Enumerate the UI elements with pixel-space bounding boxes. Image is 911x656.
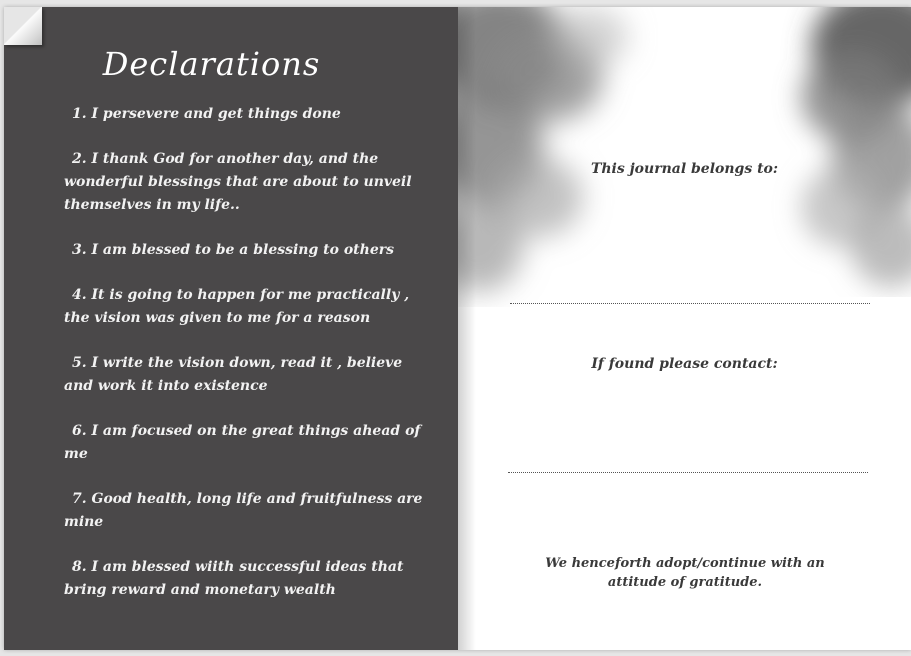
contact-label: If found please contact: [591,356,778,372]
declaration-item: 5. I write the vision down, read it , believe and work it into existence [64,355,403,394]
belongs-to-label: This journal belongs to: [590,161,779,177]
declarations-list [64,103,424,624]
owner-name-line [510,303,870,304]
declaration-item: 1. I persevere and get things done [72,106,341,122]
declarations-page [4,7,458,650]
page-curl [4,7,42,45]
declaration-item: 6. I am focused on the great things ahead of me [64,423,421,462]
contact-line [508,472,868,473]
journal-spread [4,7,911,650]
ownership-page [458,7,911,650]
declaration-item: 8. I am blessed wiith successful ideas that bring reward and monetary wealth [64,559,404,598]
declarations-title: Declarations [102,45,321,83]
declaration-item: 7. Good health, long life and fruitfulness are mine [64,491,423,530]
smoke-decoration-left [458,7,658,307]
declaration-item: 3. I am blessed to be a blessing to others [72,242,394,258]
declaration-item: 2. I thank God for another day, and the wonderful blessings that are about to unveil themselves in my life.. [64,151,412,213]
declaration-item: 4. It is going to happen for me practically , the vision was given to me for a reason [64,287,410,326]
gratitude-note: We henceforth adopt/continue with an attitude of gratitude. [545,556,825,590]
smoke-decoration-right [741,7,911,297]
